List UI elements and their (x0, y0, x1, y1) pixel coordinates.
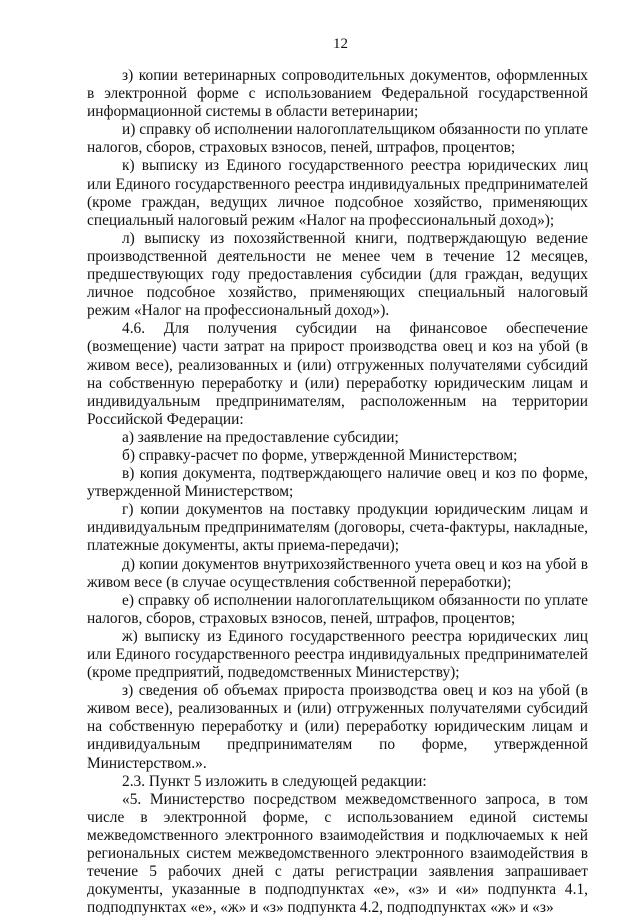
paragraph-5-interagency-request: «5. Министерство посредством межведомственного запроса, в том числе в электронной форме, с использованием единой системы межведомственного электронного взаимодействия и подключаемых к ней региональных систем межведомственного электронного взаимодействия в течение 5 рабочих дней с даты регистрации заявления запрашивает документы, указанные в подподпунктах «е», «з» и «и» подпункта 4.1, подподпунктах «е», «ж» и «з» подпункта 4.2, подподпунктах «ж» и «з» (87, 790, 588, 917)
paragraph-4-6-subsidy: 4.6. Для получения субсидии на финансовое обеспечение (возмещение) части затрат на прирост производства овец и коз на убой (в живом весе), реализованных и (или) отгруженных получателями субсидий на собственную переработку и (или) переработку юридическим лицам и индивидуальным предпринимателям, расположенным на территории Российской Федерации: (87, 320, 588, 428)
paragraph-zh-registry-extract: ж) выписку из Единого государственного реестра юридических лиц или Единого государственного реестра индивидуальных предпринимателей (кроме предприятий, подведомственных Министерству); (87, 627, 588, 682)
document-body (87, 67, 588, 917)
paragraph-k-registry-extract: к) выписку из Единого государственного реестра юридических лиц или Единого государственного реестра индивидуальных предпринимателей (кроме граждан, ведущих личное подсобное хозяйство, применяющих специальный налоговый режим «Налог на профессиональный доход»); (87, 157, 588, 229)
paragraph-g-supply-documents: г) копии документов на поставку продукции юридическим лицам и индивидуальным предпринимателям (договоры, счета-фактуры, накладные, платежные документы, акты приема-передачи); (87, 501, 588, 555)
paragraph-e-tax-certificate: е) справку об исполнении налогоплательщиком обязанности по уплате налогов, сборов, страховых взносов, пеней, штрафов, процентов; (87, 591, 588, 627)
paragraph-z-veterinary: з) копии ветеринарных сопроводительных документов, оформленных в электронной форме с использованием Федеральной государственной информационной системы в области ветеринарии; (87, 67, 588, 121)
paragraph-z-production-growth: з) сведения об объемах прироста производства овец и коз на убой (в живом весе), реализованных и (или) отгруженных получателями субсидий на собственную переработку и (или) переработку юридическим лицам и индивидуальным предпринимателям по форме, утвержденной Министерством.». (87, 682, 588, 772)
page-number: 12 (333, 36, 348, 52)
paragraph-l-household-book: л) выписку из похозяйственной книги, подтверждающую ведение производственной деятельности не менее чем в течение 12 месяцев, предшествующих году предоставления субсидии (для граждан, ведущих личное подсобное хозяйство, применяющих специальный налоговый режим «Налог на профессиональный доход»). (87, 229, 588, 320)
paragraph-i-tax-certificate: и) справку об исполнении налогоплательщиком обязанности по уплате налогов, сборов, страховых взносов, пеней, штрафов, процентов; (87, 121, 588, 157)
paragraph-2-3-amendment: 2.3. Пункт 5 изложить в следующей редакции: (122, 772, 427, 790)
paragraph-a-application: а) заявление на предоставление субсидии; (122, 428, 399, 446)
paragraph-d-internal-accounting: д) копии документов внутрихозяйственного учета овец и коз на убой в живом весе (в случае осуществления собственной переработки); (87, 555, 588, 591)
paragraph-b-calculation: б) справку-расчет по форме, утвержденной Министерством; (122, 446, 518, 464)
paragraph-v-livestock-document: в) копия документа, подтверждающего наличие овец и коз по форме, утвержденной Министерством; (87, 465, 588, 501)
